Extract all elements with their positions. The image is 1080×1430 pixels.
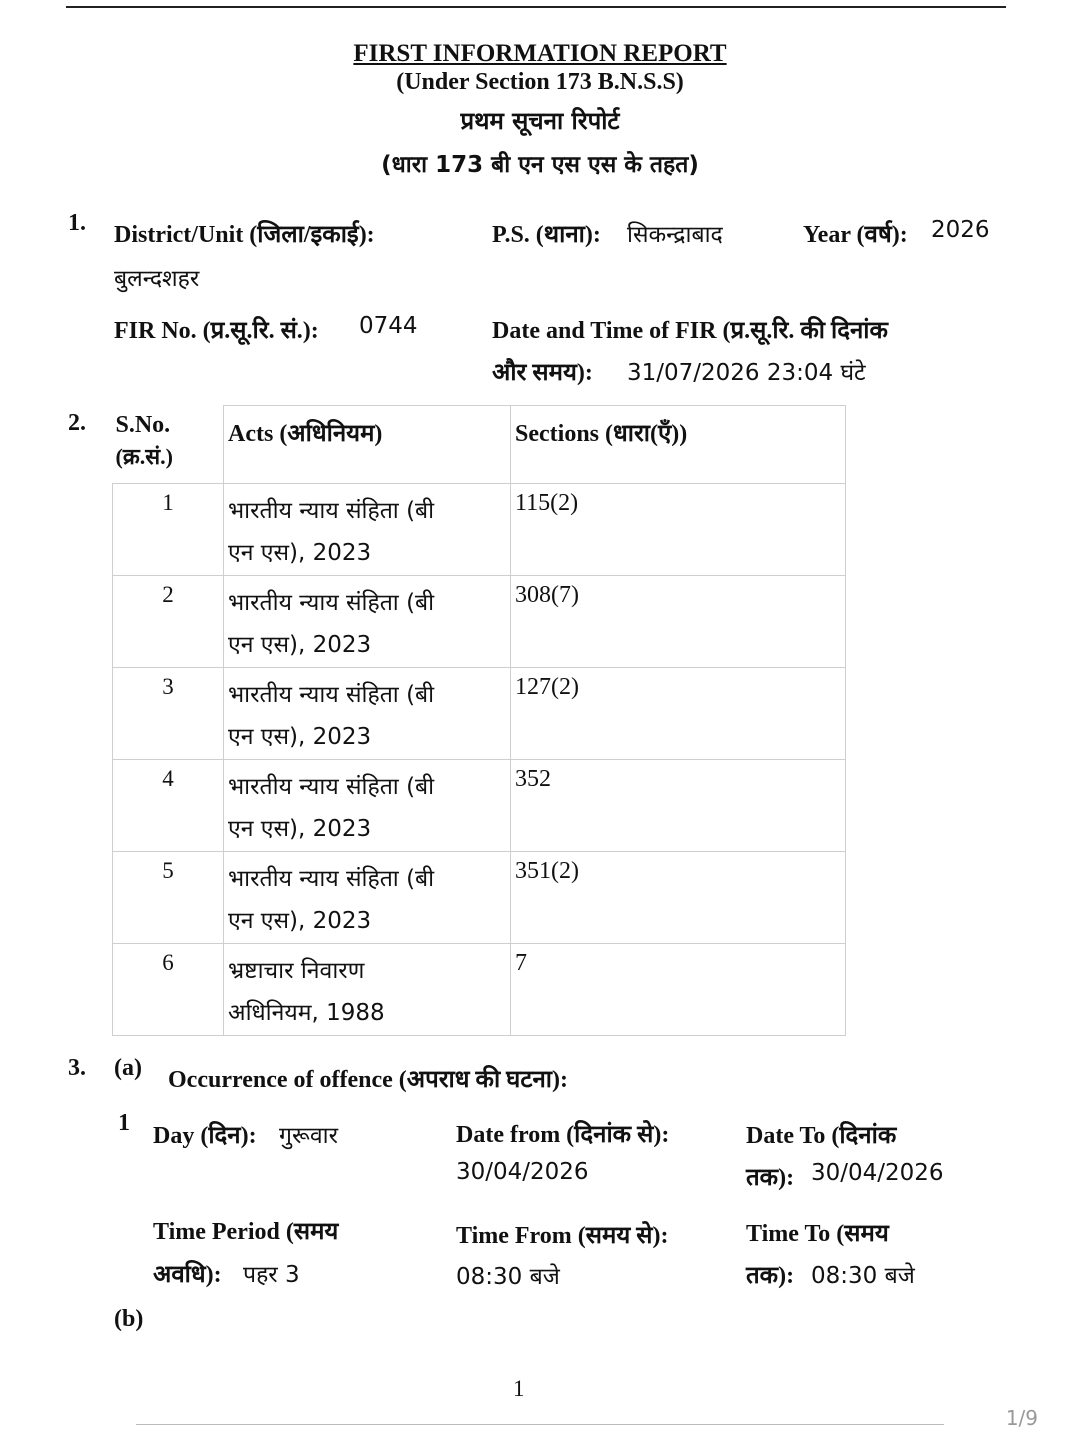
occurrence-label: Occurrence of offence (अपराध की घटना): <box>168 1067 568 1093</box>
date-from-value: 30/04/2026 <box>456 1159 589 1185</box>
fir-no-value: 0744 <box>359 313 418 339</box>
row-sno: 3 <box>162 674 174 699</box>
year-label: Year (वर्ष): <box>803 222 908 248</box>
section-2-number: 2. <box>68 410 86 436</box>
row-section: 308(7) <box>515 582 579 608</box>
table-header-row <box>113 406 846 484</box>
row-act: भ्रष्टाचार निवारण अधिनियम, 1988 <box>228 958 385 1026</box>
row-act: भारतीय न्याय संहिता (बी एन एस), 2023 <box>228 498 435 566</box>
table-row <box>113 484 846 576</box>
row-section: 115(2) <box>515 490 579 516</box>
page-indicator: 1/9 <box>1005 1406 1038 1430</box>
time-from-label: Time From (समय से): <box>456 1223 669 1249</box>
date-to-label-cont: तक): <box>746 1165 795 1191</box>
row-act: भारतीय न्याय संहिता (बी एन एस), 2023 <box>228 774 435 842</box>
row-section: 7 <box>515 950 527 976</box>
footer-rule <box>136 1424 944 1425</box>
fir-datetime-value: 31/07/2026 23:04 घंटे <box>627 360 866 386</box>
fir-datetime-label-cont: और समय): <box>492 360 593 386</box>
district-label: District/Unit (जिला/इकाई): <box>114 222 375 248</box>
acts-sections-table <box>112 405 846 1036</box>
ps-label: P.S. (थाना): <box>492 222 601 248</box>
district-value: बुलन्दशहर <box>114 266 200 292</box>
row-sno: 1 <box>162 490 174 515</box>
day-label: Day (दिन): <box>153 1123 257 1149</box>
acts-header: Acts (अधिनियम) <box>224 406 511 484</box>
table-row <box>113 668 846 760</box>
top-rule <box>66 6 1006 8</box>
report-title: FIRST INFORMATION REPORT <box>353 40 727 67</box>
row-sno: 6 <box>162 950 174 975</box>
report-title-hindi: प्रथम सूचना रिपोर्ट <box>460 107 620 135</box>
table-row <box>113 852 846 944</box>
subsection-a-label: (a) <box>114 1055 142 1081</box>
time-to-label-cont: तक): <box>746 1263 795 1289</box>
row-sno: 2 <box>162 582 174 607</box>
year-value: 2026 <box>931 217 990 243</box>
row-sno: 4 <box>162 766 174 791</box>
date-from-label: Date from (दिनांक से): <box>456 1122 670 1148</box>
date-to-value: 30/04/2026 <box>811 1160 944 1186</box>
day-value: गुरूवार <box>279 1123 338 1149</box>
time-to-label: Time To (समय <box>746 1221 889 1247</box>
row-section: 351(2) <box>515 858 579 884</box>
date-to-label: Date To (दिनांक <box>746 1123 897 1149</box>
fir-no-label: FIR No. (प्र.सू.रि. सं.): <box>114 318 319 344</box>
report-subtitle-hindi: (धारा 173 बी एन एस एस के तहत) <box>381 152 699 178</box>
row-sno: 5 <box>162 858 174 883</box>
row-act: भारतीय न्याय संहिता (बी एन एस), 2023 <box>228 682 435 750</box>
time-period-label: Time Period (समय <box>153 1219 339 1245</box>
row-section: 127(2) <box>515 674 579 700</box>
table-row <box>113 944 846 1036</box>
sno-header: S.No. (क्र.सं.) <box>113 406 224 484</box>
row-act: भारतीय न्याय संहिता (बी एन एस), 2023 <box>228 590 435 658</box>
table-row <box>113 760 846 852</box>
fir-datetime-label: Date and Time of FIR (प्र.सू.रि. की दिनांक <box>492 318 888 344</box>
row-section: 352 <box>515 766 551 792</box>
occurrence-item-number: 1 <box>118 1110 130 1136</box>
time-period-value: पहर 3 <box>243 1262 300 1288</box>
subsection-b-label: (b) <box>114 1306 144 1332</box>
time-period-label-cont: अवधि): <box>153 1262 222 1288</box>
row-act: भारतीय न्याय संहिता (बी एन एस), 2023 <box>228 866 435 934</box>
section-1-number: 1. <box>68 210 86 236</box>
ps-value: सिकन्द्राबाद <box>627 222 723 248</box>
time-to-value: 08:30 बजे <box>811 1263 915 1289</box>
report-subtitle: (Under Section 173 B.N.S.S) <box>396 69 684 95</box>
page-number: 1 <box>513 1376 525 1401</box>
sections-header: Sections (धारा(एँ)) <box>511 406 846 484</box>
time-from-value: 08:30 बजे <box>456 1264 560 1290</box>
table-row <box>113 576 846 668</box>
section-3-number: 3. <box>68 1055 86 1081</box>
